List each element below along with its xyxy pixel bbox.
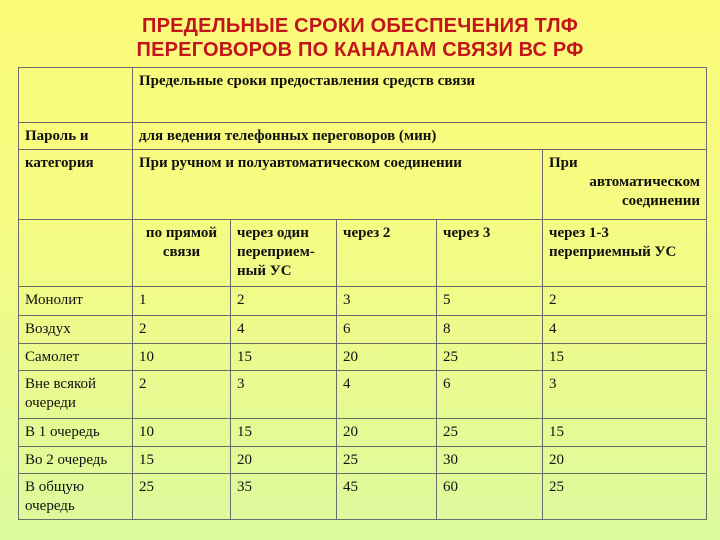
cell-value: 1: [133, 287, 231, 316]
row-label: В общую очередь: [19, 474, 133, 520]
cell-value: 2: [231, 287, 337, 316]
cell-value: 60: [437, 474, 543, 520]
header-auto-line3: соединении: [621, 193, 701, 209]
cell-value: 4: [543, 316, 707, 344]
header-manual-cell: При ручном и полуавтоматическом соединении: [133, 150, 543, 220]
title-line-2: ПЕРЕГОВОРОВ ПО КАНАЛАМ СВЯЗИ ВС РФ: [136, 39, 584, 61]
sub-direct: по прямой связи: [133, 220, 231, 287]
header-row-connection: [19, 150, 707, 220]
header-row-main: [19, 68, 707, 123]
header-sub-empty: [19, 220, 133, 287]
row-label: Монолит: [19, 287, 133, 316]
cell-value: 3: [337, 287, 437, 316]
cell-value: 6: [437, 371, 543, 419]
row-label: Воздух: [19, 316, 133, 344]
header-auto-cell: [543, 150, 707, 220]
row-label: Самолет: [19, 344, 133, 371]
cell-value: 15: [543, 419, 707, 447]
header-main-cell: Предельные сроки предоставления средств связи: [133, 68, 707, 123]
table-row: [19, 419, 707, 447]
cell-value: 25: [133, 474, 231, 520]
cell-value: 25: [437, 344, 543, 371]
cell-value: 3: [543, 371, 707, 419]
cell-value: 2: [133, 316, 231, 344]
cell-value: 15: [543, 344, 707, 371]
table-row: [19, 474, 707, 520]
cell-value: 2: [133, 371, 231, 419]
cell-value: 35: [231, 474, 337, 520]
row-label: В 1 очередь: [19, 419, 133, 447]
cell-value: 5: [437, 287, 543, 316]
title-line-1: ПРЕДЕЛЬНЫЕ СРОКИ ОБЕСПЕЧЕНИЯ ТЛФ: [142, 15, 578, 37]
header-row-sub: [19, 220, 707, 287]
sub-three-relay: через 3: [437, 220, 543, 287]
cell-value: 25: [337, 447, 437, 474]
cell-value: 30: [437, 447, 543, 474]
cell-value: 25: [437, 419, 543, 447]
table-row: [19, 287, 707, 316]
cell-value: 25: [543, 474, 707, 520]
table-row: [19, 371, 707, 419]
row-label: Вне всякой очереди: [19, 371, 133, 419]
cell-value: 15: [133, 447, 231, 474]
cell-value: 20: [231, 447, 337, 474]
cell-value: 6: [337, 316, 437, 344]
header-purpose-cell: для ведения телефонных переговоров (мин): [133, 123, 707, 150]
cell-value: 4: [231, 316, 337, 344]
header-auto-line2: автоматическом: [589, 174, 701, 190]
header-auto-line1: При: [549, 155, 578, 171]
slide-title: [0, 14, 720, 62]
cell-value: 45: [337, 474, 437, 520]
cell-value: 20: [543, 447, 707, 474]
header-row-purpose: [19, 123, 707, 150]
cell-value: 8: [437, 316, 543, 344]
header-col1-line2: категория: [19, 150, 133, 220]
header-col1-line1: Пароль и: [19, 123, 133, 150]
table-row: [19, 344, 707, 371]
header-empty-cell: [19, 68, 133, 123]
cell-value: 15: [231, 419, 337, 447]
cell-value: 4: [337, 371, 437, 419]
cell-value: 20: [337, 419, 437, 447]
cell-value: 15: [231, 344, 337, 371]
table-row: [19, 316, 707, 344]
row-label: Во 2 очередь: [19, 447, 133, 474]
cell-value: 10: [133, 344, 231, 371]
deadlines-table: [18, 67, 707, 520]
cell-value: 20: [337, 344, 437, 371]
cell-value: 2: [543, 287, 707, 316]
cell-value: 3: [231, 371, 337, 419]
sub-auto-relay: через 1-3 переприемный УС: [543, 220, 707, 287]
cell-value: 10: [133, 419, 231, 447]
table-row: [19, 447, 707, 474]
sub-two-relay: через 2: [337, 220, 437, 287]
sub-one-relay: через один переприем-ный УС: [231, 220, 337, 287]
